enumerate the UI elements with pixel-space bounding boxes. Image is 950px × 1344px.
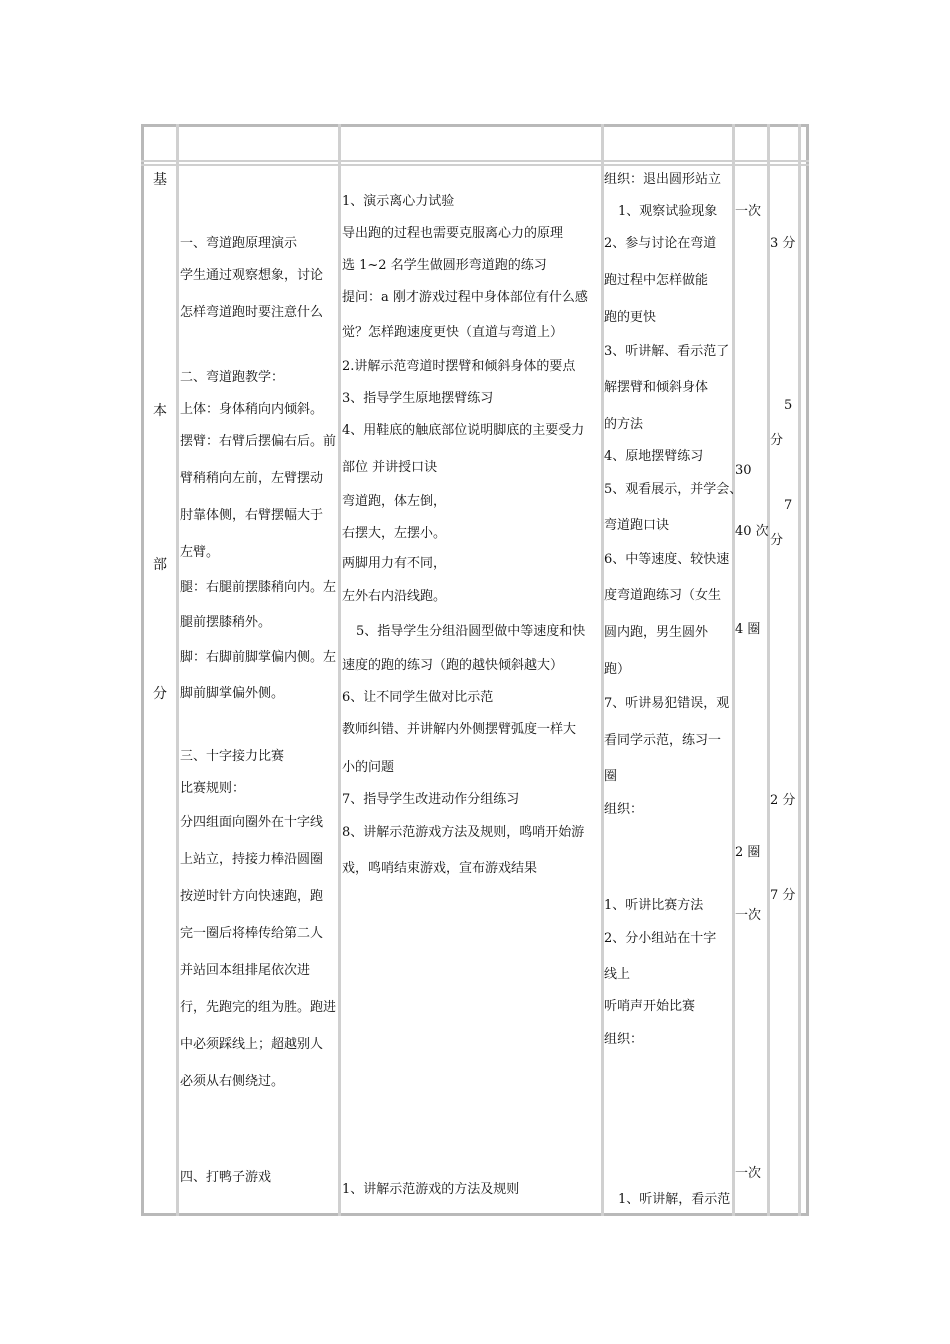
student-line: 组织： (604, 1032, 644, 1047)
teacher-line: 速度的跑的练习（跑的越快倾斜越大） (342, 658, 564, 673)
content-line: 上站立，持接力棒沿圆圈 (180, 852, 324, 867)
time-value: 7 分 (770, 888, 796, 903)
student-line: 1、观察试验现象 (618, 204, 718, 219)
teacher-line: 选 1~2 名学生做圆形弯道跑的练习 (342, 258, 547, 273)
teacher-line: 7、指导学生改进动作分组练习 (342, 792, 520, 807)
section-label-char: 部 (153, 557, 167, 573)
col-divider-5 (767, 124, 770, 1216)
student-line: 6、中等速度、较快速 (604, 552, 730, 567)
teacher-line: 教师纠错、并讲解内外侧摆臂弧度一样大 (342, 722, 577, 737)
student-line: 7、听讲易犯错误，观 (604, 696, 730, 711)
teacher-line: 左外右内沿线跑。 (342, 589, 447, 604)
student-line: 组织：退出圆形站立 (604, 172, 722, 187)
col-divider-2 (338, 124, 341, 1216)
content-line: 肘靠体侧，右臂摆幅大于 (180, 508, 324, 523)
time-value: 7 (784, 498, 793, 513)
count-value: 30 (735, 463, 752, 478)
student-line: 4、原地摆臂练习 (604, 449, 704, 464)
content-line: 腿前摆膝稍外。 (180, 615, 272, 630)
content-line: 四、打鸭子游戏 (180, 1170, 272, 1185)
header-divider (141, 160, 809, 162)
col-divider-1 (176, 124, 179, 1216)
teacher-line: 右摆大，左摆小。 (342, 526, 447, 541)
content-line: 中必须踩线上；超越别人 (180, 1037, 324, 1052)
section-label-char: 分 (153, 686, 167, 702)
content-line: 并站回本组排尾依次进 (180, 963, 311, 978)
content-line: 学生通过观察想象，讨论 (180, 268, 324, 283)
content-line: 脚：右脚前脚掌偏内侧。左 (180, 650, 337, 665)
student-line: 解摆臂和倾斜身体 (604, 380, 709, 395)
count-value: 2 圈 (735, 845, 761, 860)
time-value: 5 (784, 398, 793, 413)
content-line: 比赛规则： (180, 781, 246, 796)
content-line: 分四组面向圈外在十字线 (180, 815, 324, 830)
col-divider-4 (732, 124, 735, 1216)
count-value: 4 圈 (735, 622, 761, 637)
header-divider-inner (141, 164, 809, 166)
content-line: 脚前脚掌偏外侧。 (180, 686, 285, 701)
content-line: 摆臂：右臂后摆偏右后。前 (180, 434, 337, 449)
content-line: 一、弯道跑原理演示 (180, 236, 298, 251)
content-line: 左臂。 (180, 545, 220, 560)
content-line: 上体：身体稍向内倾斜。 (180, 402, 324, 417)
content-line: 按逆时针方向快速跑，跑 (180, 889, 324, 904)
student-line: 的方法 (604, 417, 644, 432)
student-line: 2、参与讨论在弯道 (604, 236, 717, 251)
count-value: 一次 (735, 204, 762, 219)
teacher-line: 1、演示离心力试验 (342, 194, 455, 209)
student-line: 弯道跑口诀 (604, 518, 670, 533)
count-value: 一次 (735, 1166, 762, 1181)
student-line: 跑的更快 (604, 310, 657, 325)
student-line: 5、观看展示，并学会、 (604, 482, 743, 497)
time-value: 2 分 (770, 793, 796, 808)
content-line: 完一圈后将棒传给第二人 (180, 926, 324, 941)
content-line: 腿：右腿前摆膝稍向内。左 (180, 580, 337, 595)
teacher-line: 5、指导学生分组沿圆型做中等速度和快 (356, 624, 586, 639)
student-line: 跑过程中怎样做能 (604, 273, 709, 288)
teacher-line: 1、讲解示范游戏的方法及规则 (342, 1182, 520, 1197)
student-line: 圆内跑，男生圆外 (604, 625, 709, 640)
section-label-char: 基 (153, 172, 167, 188)
teacher-line: 提问：a 刚才游戏过程中身体部位有什么感 (342, 290, 588, 305)
time-value: 分 (770, 433, 784, 448)
teacher-line: 弯道跑，体左倒， (342, 494, 447, 509)
student-line: 1、听讲比赛方法 (604, 898, 704, 913)
student-line: 线上 (604, 967, 631, 982)
student-line: 组织： (604, 802, 644, 817)
teacher-line: 觉？怎样跑速度更快（直道与弯道上） (342, 325, 564, 340)
teacher-line: 导出跑的过程也需要克服离心力的原理 (342, 226, 564, 241)
teacher-line: 6、让不同学生做对比示范 (342, 690, 494, 705)
teacher-line: 小的问题 (342, 760, 395, 775)
teacher-line: 两脚用力有不同， (342, 556, 447, 571)
student-line: 3、听讲解、看示范了 (604, 344, 730, 359)
content-line: 二、弯道跑教学： (180, 370, 285, 385)
content-line: 三、十字接力比赛 (180, 749, 285, 764)
content-line: 臂稍稍向左前，左臂摆动 (180, 471, 324, 486)
teacher-line: 3、指导学生原地摆臂练习 (342, 391, 494, 406)
student-line: 跑） (604, 662, 631, 677)
student-line: 看同学示范，练习一 (604, 733, 722, 748)
count-value: 40 次 (735, 524, 769, 539)
section-label-char: 本 (153, 403, 167, 419)
content-line: 怎样弯道跑时要注意什么 (180, 305, 324, 320)
count-value: 一次 (735, 908, 762, 923)
teacher-line: 2.讲解示范弯道时摆臂和倾斜身体的要点 (342, 359, 576, 374)
content-line: 必须从右侧绕过。 (180, 1074, 285, 1089)
student-line: 2、分小组站在十字 (604, 931, 717, 946)
content-line: 行，先跑完的组为胜。跑进 (180, 1000, 337, 1015)
student-line: 圈 (604, 769, 618, 784)
student-line: 听哨声开始比赛 (604, 999, 696, 1014)
teacher-line: 戏，鸣哨结束游戏，宣布游戏结果 (342, 861, 538, 876)
time-value: 分 (770, 533, 784, 548)
teacher-line: 8、讲解示范游戏方法及规则，鸣哨开始游 (342, 825, 585, 840)
time-value: 3 分 (770, 236, 796, 251)
teacher-line: 4、用鞋底的触底部位说明脚底的主要受力 (342, 423, 585, 438)
student-line: 1、听讲解，看示范 (618, 1192, 731, 1207)
teacher-line: 部位 并讲授口诀 (342, 460, 438, 475)
student-line: 度弯道跑练习（女生 (604, 588, 722, 603)
col-divider-6 (798, 124, 801, 1216)
